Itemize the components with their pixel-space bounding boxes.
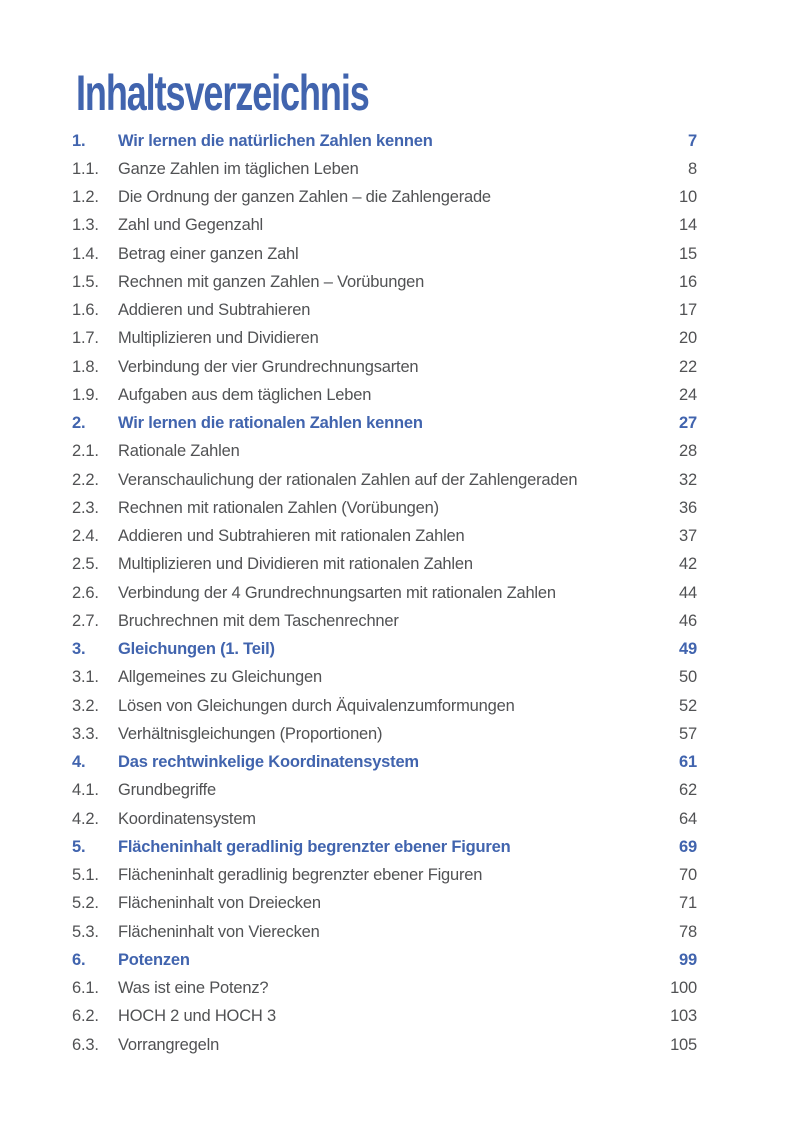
toc-section-row (72, 523, 697, 551)
toc-entry-page: 50 (679, 668, 697, 687)
toc-section-row (72, 862, 697, 890)
toc-entry-page: 20 (679, 329, 697, 348)
toc-entry-number: 3. (72, 640, 86, 659)
toc-section-row (72, 777, 697, 805)
toc-chapter-row (72, 410, 697, 438)
toc-entry-page: 14 (679, 216, 697, 235)
toc-section-row (72, 918, 697, 946)
toc-entry-page: 61 (679, 753, 697, 772)
toc-section-row (72, 212, 697, 240)
toc-entry-label: Gleichungen (1. Teil) (118, 640, 275, 659)
toc-entry-page: 28 (679, 442, 697, 461)
toc-entry-number: 4.1. (72, 781, 99, 800)
toc-entry-number: 1. (72, 131, 86, 150)
toc-entry-page: 69 (679, 837, 697, 856)
toc-entry-label: Flächeninhalt geradlinig begrenzter ebener Figuren (118, 866, 483, 885)
toc-entry-number: 2. (72, 414, 86, 433)
toc-entry-page: 78 (679, 922, 697, 941)
toc-entry-number: 1.8. (72, 357, 99, 376)
page-title: Inhaltsverzeichnis (76, 65, 369, 121)
toc-entry-label: Rechnen mit ganzen Zahlen – Vorübungen (118, 272, 425, 291)
toc-entry-page: 17 (679, 301, 697, 320)
toc-entry-page: 22 (679, 357, 697, 376)
toc-section-row (72, 184, 697, 212)
toc-entry-label: Veranschaulichung der rationalen Zahlen auf der Zahlengeraden (118, 470, 578, 489)
toc-entry-label: Aufgaben aus dem täglichen Leben (118, 385, 372, 404)
toc-entry-page: 7 (688, 131, 697, 150)
toc-entry-number: 3.3. (72, 724, 99, 743)
toc-entry-page: 37 (679, 527, 697, 546)
toc-section-row (72, 607, 697, 635)
toc-entry-number: 5.3. (72, 922, 99, 941)
toc-entry-label: Betrag einer ganzen Zahl (118, 244, 299, 263)
toc-section-row (72, 1003, 697, 1031)
toc-entry-page: 10 (679, 188, 697, 207)
toc-entry-page: 52 (679, 696, 697, 715)
toc-entry-label: Addieren und Subtrahieren (118, 301, 311, 320)
toc-entry-number: 1.1. (72, 159, 99, 178)
toc-entry-label: HOCH 2 und HOCH 3 (118, 1007, 276, 1026)
toc-entry-page: 99 (679, 950, 697, 969)
toc-entry-label: Wir lernen die natürlichen Zahlen kennen (118, 131, 433, 150)
toc-entry-label: Zahl und Gegenzahl (118, 216, 264, 235)
toc-entry-label: Grundbegriffe (118, 781, 216, 800)
toc-entry-number: 1.5. (72, 272, 99, 291)
toc-entry-number: 3.2. (72, 696, 99, 715)
toc-entry-page: 103 (670, 1007, 697, 1026)
toc-section-row (72, 381, 697, 409)
toc-section-row (72, 1031, 697, 1059)
toc-chapter-row (72, 636, 697, 664)
toc-entry-label: Verbindung der vier Grundrechnungsarten (118, 357, 419, 376)
toc-chapter-row (72, 833, 697, 861)
toc-entry-page: 44 (679, 583, 697, 602)
toc-section-row (72, 438, 697, 466)
toc-entry-number: 4. (72, 753, 86, 772)
toc-entry-number: 2.4. (72, 527, 99, 546)
toc-entry-number: 5.2. (72, 894, 99, 913)
toc-entry-number: 2.6. (72, 583, 99, 602)
toc-section-row (72, 664, 697, 692)
toc-entry-number: 1.4. (72, 244, 99, 263)
toc-entry-page: 71 (679, 894, 697, 913)
toc-entry-label: Flächeninhalt geradlinig begrenzter ebener Figuren (118, 837, 511, 856)
toc-entry-number: 2.3. (72, 498, 99, 517)
toc-entry-number: 2.7. (72, 611, 99, 630)
toc-entry-number: 5.1. (72, 866, 99, 885)
toc-entry-label: Multiplizieren und Dividieren (118, 329, 319, 348)
toc-entry-label: Addieren und Subtrahieren mit rationalen Zahlen (118, 527, 465, 546)
toc-entry-label: Lösen von Gleichungen durch Äquivalenzumformungen (118, 696, 515, 715)
toc-entry-number: 1.9. (72, 385, 99, 404)
toc-entry-number: 6. (72, 950, 86, 969)
toc-entry-number: 1.6. (72, 301, 99, 320)
toc-section-row (72, 579, 697, 607)
toc-section-row (72, 975, 697, 1003)
toc-section-row (72, 155, 697, 183)
toc-entry-page: 62 (679, 781, 697, 800)
toc-entry-number: 1.3. (72, 216, 99, 235)
toc-entry-number: 6.3. (72, 1035, 99, 1054)
toc-entry-page: 105 (670, 1035, 697, 1054)
toc-entry-page: 36 (679, 498, 697, 517)
toc-entry-number: 5. (72, 837, 86, 856)
toc-section-row (72, 890, 697, 918)
toc-list (72, 127, 697, 1059)
toc-entry-page: 64 (679, 809, 697, 828)
toc-entry-number: 4.2. (72, 809, 99, 828)
toc-entry-page: 8 (688, 159, 697, 178)
toc-entry-page: 100 (670, 979, 697, 998)
toc-section-row (72, 692, 697, 720)
toc-entry-page: 42 (679, 555, 697, 574)
toc-section-row (72, 466, 697, 494)
toc-entry-label: Verbindung der 4 Grundrechnungsarten mit rationalen Zahlen (118, 583, 556, 602)
toc-section-row (72, 551, 697, 579)
toc-section-row (72, 720, 697, 748)
toc-entry-number: 6.2. (72, 1007, 99, 1026)
toc-entry-label: Bruchrechnen mit dem Taschenrechner (118, 611, 399, 630)
toc-section-row (72, 325, 697, 353)
toc-entry-label: Rationale Zahlen (118, 442, 240, 461)
toc-entry-number: 3.1. (72, 668, 99, 687)
toc-entry-label: Multiplizieren und Dividieren mit rationalen Zahlen (118, 555, 473, 574)
toc-entry-page: 57 (679, 724, 697, 743)
toc-entry-label: Potenzen (118, 950, 190, 969)
toc-entry-label: Was ist eine Potenz? (118, 979, 269, 998)
toc-section-row (72, 353, 697, 381)
toc-entry-number: 1.7. (72, 329, 99, 348)
toc-entry-page: 27 (679, 414, 697, 433)
toc-entry-label: Wir lernen die rationalen Zahlen kennen (118, 414, 423, 433)
toc-entry-label: Allgemeines zu Gleichungen (118, 668, 322, 687)
toc-entry-page: 46 (679, 611, 697, 630)
toc-entry-label: Koordinatensystem (118, 809, 256, 828)
toc-chapter-row (72, 127, 697, 155)
toc-entry-label: Flächeninhalt von Vierecken (118, 922, 320, 941)
toc-entry-number: 2.1. (72, 442, 99, 461)
toc-entry-number: 6.1. (72, 979, 99, 998)
toc-entry-label: Vorrangregeln (118, 1035, 220, 1054)
toc-chapter-row (72, 946, 697, 974)
toc-entry-number: 2.5. (72, 555, 99, 574)
toc-section-row (72, 494, 697, 522)
toc-entry-label: Ganze Zahlen im täglichen Leben (118, 159, 359, 178)
toc-section-row (72, 240, 697, 268)
toc-entry-label: Die Ordnung der ganzen Zahlen – die Zahlengerade (118, 188, 491, 207)
toc-chapter-row (72, 749, 697, 777)
toc-section-row (72, 805, 697, 833)
toc-entry-page: 32 (679, 470, 697, 489)
toc-entry-page: 15 (679, 244, 697, 263)
toc-entry-page: 16 (679, 272, 697, 291)
toc-entry-page: 49 (679, 640, 697, 659)
toc-entry-number: 1.2. (72, 188, 99, 207)
toc-entry-page: 24 (679, 385, 697, 404)
toc-entry-label: Das rechtwinkelige Koordinatensystem (118, 753, 419, 772)
toc-section-row (72, 268, 697, 296)
toc-section-row (72, 297, 697, 325)
toc-entry-label: Flächeninhalt von Dreiecken (118, 894, 321, 913)
toc-entry-label: Verhältnisgleichungen (Proportionen) (118, 724, 383, 743)
toc-entry-page: 70 (679, 866, 697, 885)
toc-entry-label: Rechnen mit rationalen Zahlen (Vorübungen) (118, 498, 439, 517)
toc-entry-number: 2.2. (72, 470, 99, 489)
